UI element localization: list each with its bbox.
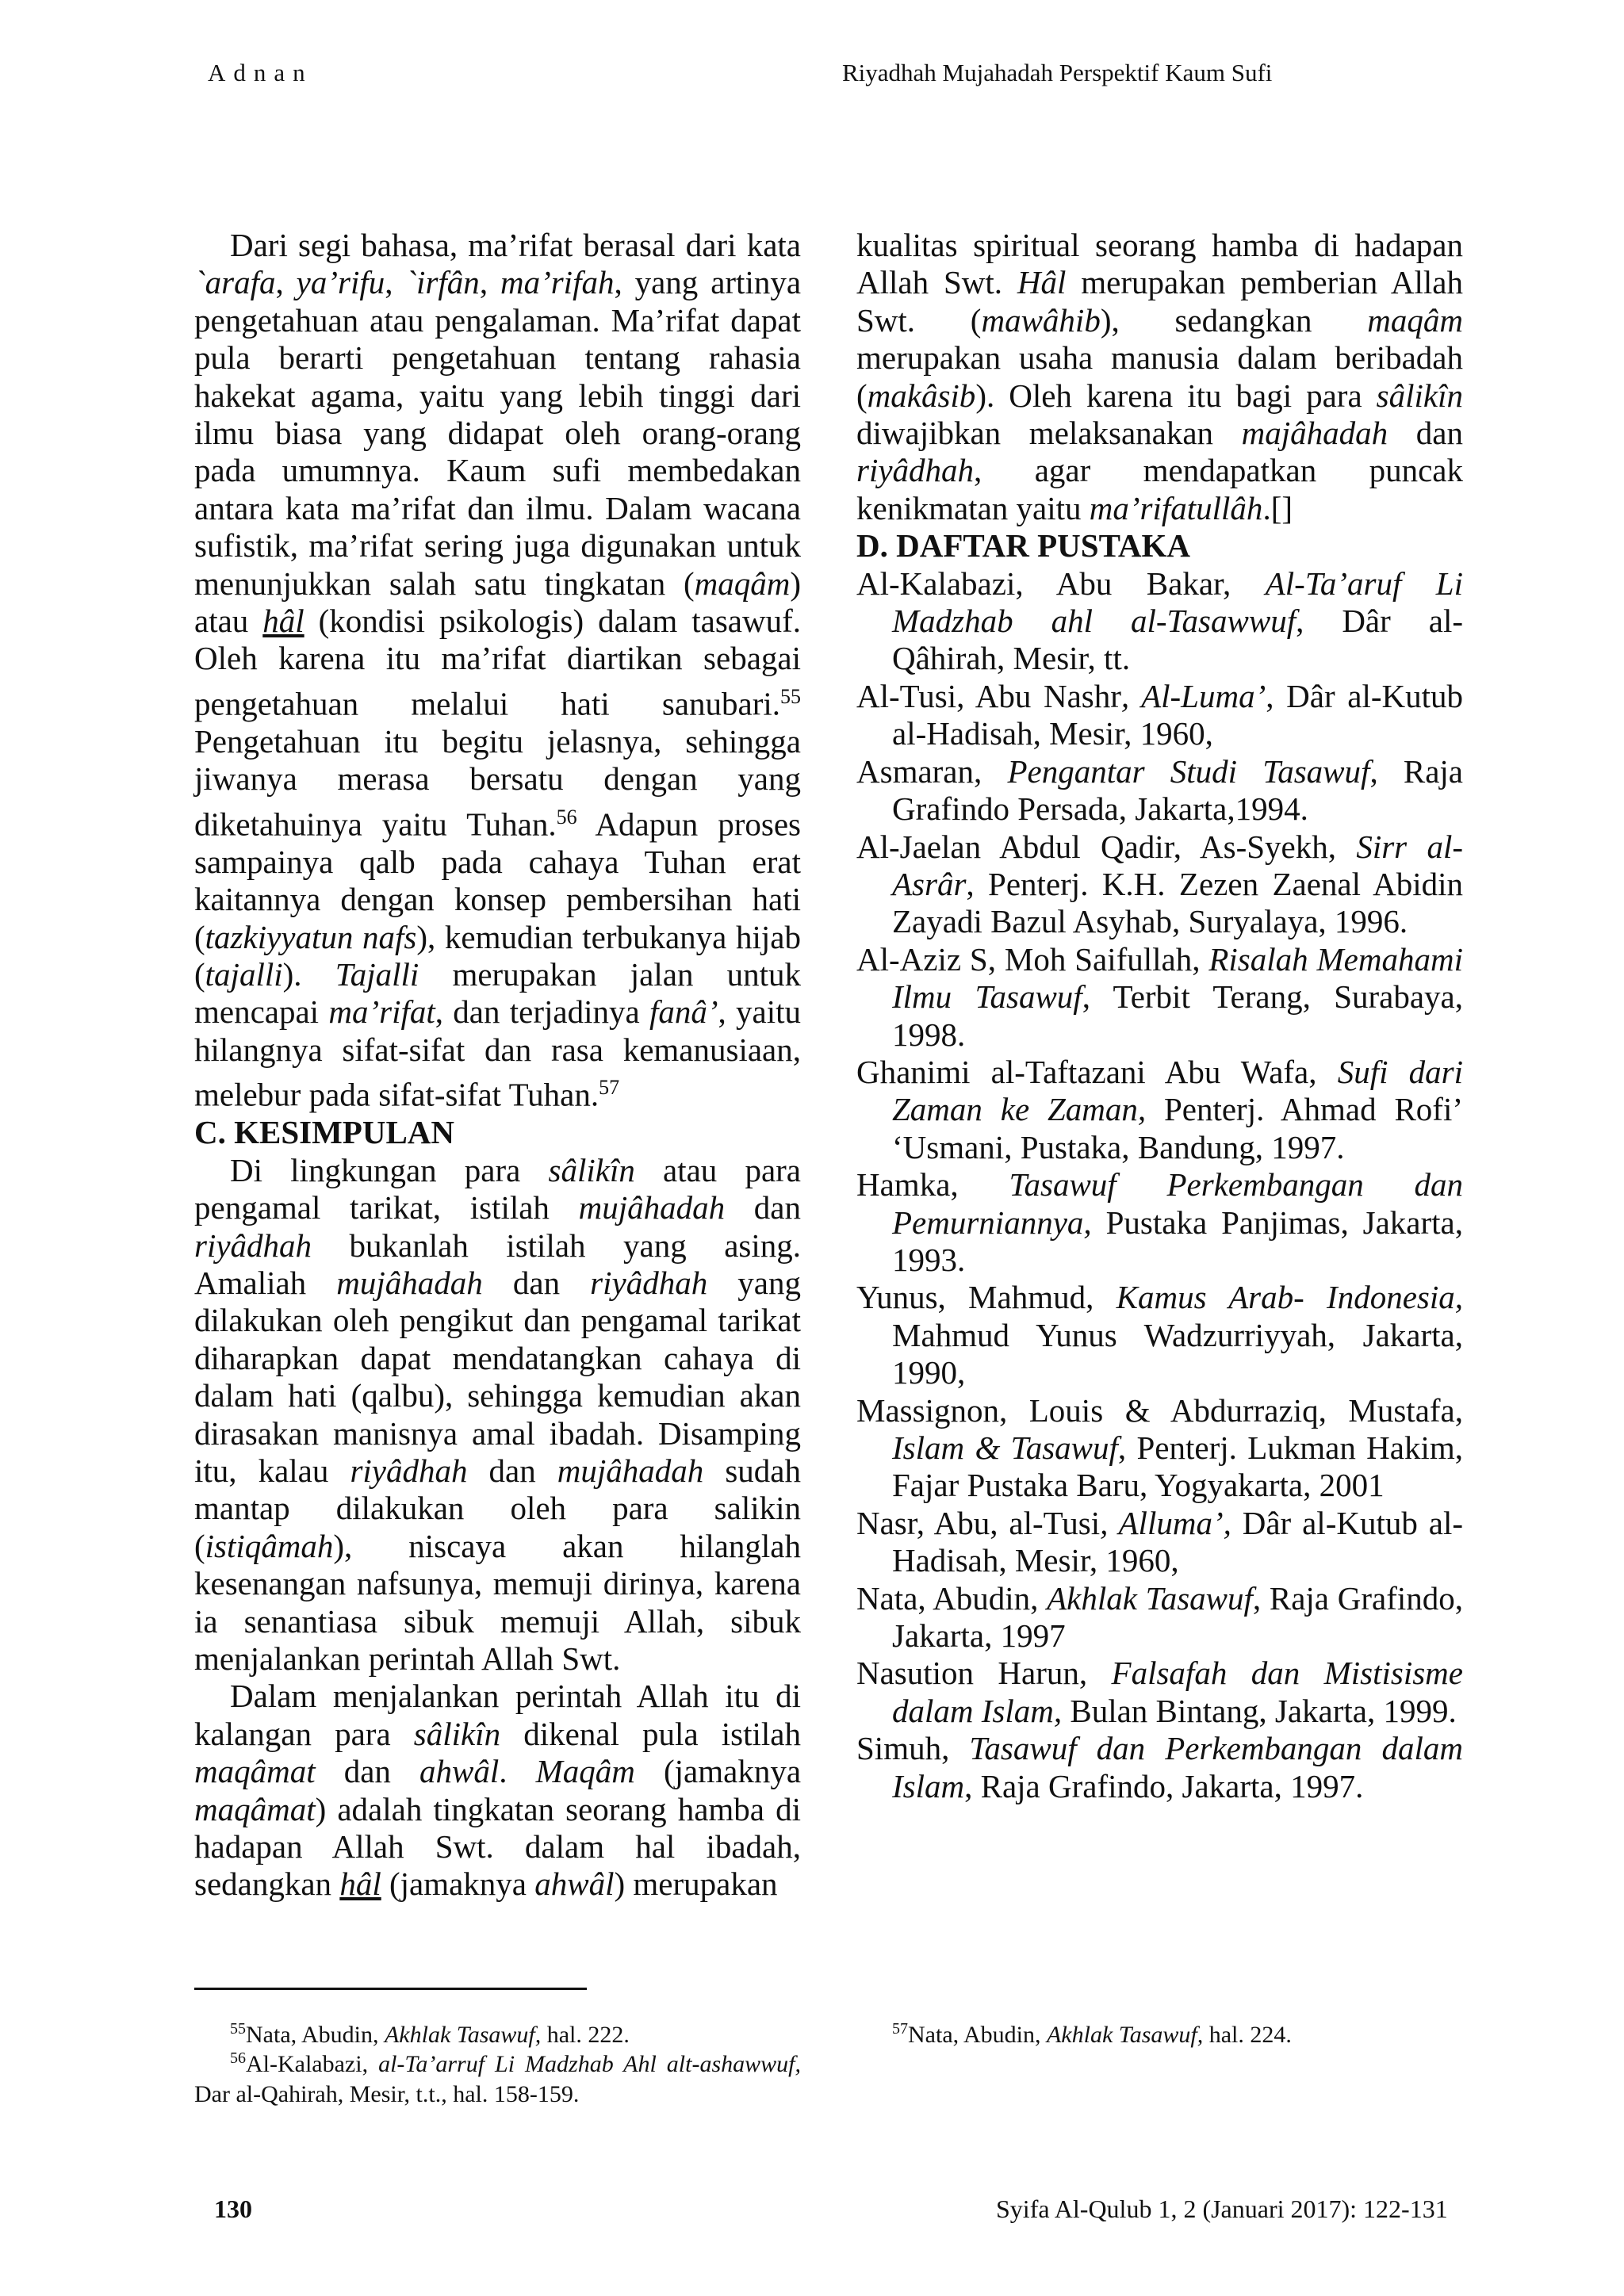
- italic-term: ahwâl: [419, 1753, 500, 1790]
- footnote-marker[interactable]: 56: [556, 805, 577, 828]
- italic-term: Tajalli: [335, 956, 419, 993]
- text-run: ) merupakan: [614, 1866, 778, 1903]
- text-run: , dan terjadinya: [435, 993, 649, 1031]
- text-run: , agar mendapatkan puncak kenikmatan yaitu: [856, 452, 1463, 526]
- text-run: Yunus, Mahmud,: [856, 1279, 1116, 1316]
- reference-title: Al-Ta’aruf Li Madzhab ahl al-Tasawwuf: [892, 564, 1464, 640]
- text-run: , Dâr al-Kutub al-Hadisah, Mesir, 1960,: [892, 677, 1464, 752]
- text-run: yang dilakukan oleh pengikut dan pengamal tarikat diharapkan dapat mendatangkan cahaya di dalam hati (qalbu), sehingga kemudian akan dirasakan manisnya amal ibadah. Disamping itu, kalau: [194, 1264, 802, 1489]
- text-run: , Penterj. K.H. Zezen Zaenal Abidin Zayadi Bazul Asyhab, Suryalaya, 1996.: [892, 865, 1463, 940]
- text-run: merupakan usaha manusia dalam beribadah (: [856, 339, 1463, 414]
- italic-term: `arafa: [194, 264, 276, 301]
- italic-term: tajalli: [205, 956, 283, 993]
- text-run: Di lingkungan para: [230, 1151, 549, 1188]
- reference-item: [856, 1580, 1463, 1655]
- reference-item: [856, 828, 1463, 941]
- text-run: Dar al-Qahirah, Mesir, t.t., hal. 158-159.: [194, 2081, 580, 2107]
- italic-term: ma’rifat: [328, 993, 435, 1031]
- text-run: Asmaran,: [856, 752, 1008, 790]
- reference-item: [856, 1655, 1463, 1730]
- italic-term: `irfân: [405, 264, 480, 301]
- text-run: Al-Tusi, Abu Nashr: [856, 677, 1121, 714]
- reference-item: [856, 565, 1463, 678]
- footnote-title: al-Ta’arruf Li Madzhab Ahl alt-ashawwuf,: [378, 2051, 801, 2077]
- reference-item: [856, 1505, 1463, 1580]
- reference-title: , Alluma’,: [1100, 1504, 1231, 1541]
- italic-term: mujâhadah: [336, 1264, 483, 1301]
- footnote-title: Akhlak Tasawuf,: [1046, 2022, 1204, 2048]
- text-run: (jamaknya: [634, 1753, 802, 1790]
- text-run: diwajibkan melaksanakan: [856, 415, 1242, 452]
- italic-term: majâhadah: [1241, 415, 1388, 452]
- italic-term: riyâdhah: [590, 1264, 708, 1301]
- text-run: ), kemudian terbukanya hijab (: [194, 918, 801, 993]
- italic-term: sâlikîn: [1376, 377, 1463, 414]
- right-column: [856, 227, 1463, 1805]
- text-run: ,: [479, 264, 500, 301]
- italic-term: ahwâl: [534, 1866, 615, 1903]
- text-run: Bulan Bintang, Jakarta, 1999.: [1062, 1692, 1457, 1729]
- text-run: , Terbit Terang, Surabaya, 1998.: [892, 978, 1463, 1053]
- text-run: dan: [1388, 415, 1463, 452]
- italic-term: fanâ’: [649, 993, 718, 1031]
- italic-term: ma’rifah: [500, 264, 615, 301]
- text-run: Dâr al-Kutub al-Hadisah, Mesir, 1960,: [892, 1504, 1463, 1579]
- section-heading-kesimpulan: C. KESIMPULAN: [194, 1114, 455, 1151]
- text-run: Dari segi bahasa, ma’rifat berasal dari kata: [230, 227, 801, 263]
- page-number: 130: [214, 2195, 252, 2223]
- text-run: sudah mantap dilakukan oleh para salikin (: [194, 1452, 802, 1564]
- footnote-56: [194, 2043, 801, 2110]
- italic-term: hâl: [262, 603, 304, 640]
- left-column: [194, 227, 801, 1904]
- text-run: dan: [725, 1189, 801, 1226]
- text-run: Hamka,: [856, 1166, 1009, 1203]
- text-run: dikenal pula istilah: [500, 1715, 801, 1752]
- text-run: (jamaknya: [381, 1866, 535, 1903]
- text-run: ), sedangkan: [1100, 301, 1368, 339]
- text-run: .: [499, 1753, 536, 1790]
- text-run: , Penterj. Lukman Hakim, Fajar Pustaka Baru, Yogyakarta, 2001: [892, 1429, 1464, 1504]
- reference-title: , Al-Luma’: [1120, 677, 1266, 714]
- reference-title: Tasawuf dan Perkembangan dalam Islam: [892, 1730, 1463, 1804]
- italic-term: ma’rifatullâh: [1089, 489, 1263, 526]
- italic-term: ya’rifu: [296, 264, 385, 301]
- italic-term: maqâmat: [194, 1753, 316, 1790]
- reference-item: [856, 941, 1463, 1054]
- text-run: ). Oleh karena itu bagi para: [975, 377, 1377, 414]
- text-run: Nasution Harun,: [856, 1655, 1112, 1692]
- text-run: Al-Kalabazi, Abu Bakar,: [856, 564, 1266, 602]
- text-run: Adapun proses sampainya qalb pada cahaya Tuhan erat kaitannya dengan konsep pembersihan hati (: [194, 806, 801, 955]
- italic-term: Hâl: [1017, 264, 1067, 301]
- footnote-marker[interactable]: 55: [780, 684, 801, 708]
- text-run: hal. 222.: [541, 2022, 630, 2048]
- italic-term: sâlikîn: [413, 1715, 501, 1752]
- italic-term: mujâhadah: [578, 1189, 726, 1226]
- text-run: Mahmud Yunus Wadzurriyyah, Jakarta, 1990,: [892, 1316, 1463, 1391]
- text-run: hal. 224.: [1203, 2022, 1292, 2048]
- text-run: Penterj. Ahmad Rofi’ ‘Usmani, Pustaka, Bandung, 1997.: [892, 1091, 1463, 1165]
- footnote-marker[interactable]: 57: [599, 1076, 620, 1100]
- text-run: kualitas spiritual seorang hamba di hadapan Allah Swt.: [856, 227, 1463, 301]
- reference-item: [856, 1392, 1463, 1505]
- italic-term: sâlikîn: [548, 1151, 635, 1188]
- reference-title: Falsafah dan Mistisisme dalam Islam,: [892, 1655, 1463, 1729]
- text-run: ,: [275, 264, 297, 301]
- italic-term: Maqâm: [535, 1753, 635, 1790]
- paragraph-kesimpulan-2: [194, 1678, 801, 1903]
- text-run: Ghanimi al-Taftazani Abu Wafa,: [856, 1053, 1338, 1090]
- text-run: ).: [282, 956, 335, 993]
- text-run: , Dâr al- Qâhirah, Mesir, tt.: [892, 603, 1464, 677]
- text-run: (kondisi psikologis) dalam tasawuf. Oleh karena itu ma’rifat diartikan sebagai pengetahuan melalui hati sanubari.: [194, 603, 801, 722]
- paragraph-marifat: [194, 227, 801, 1114]
- reference-item: [856, 1166, 1463, 1279]
- reference-item: [856, 678, 1463, 753]
- reference-title: Pengantar Studi Tasawuf: [1007, 752, 1370, 790]
- text-run: Nata, Abudin,: [908, 2022, 1047, 2048]
- text-run: , Raja Grafindo, Jakarta, 1997.: [964, 1767, 1364, 1804]
- text-run: dan: [467, 1452, 557, 1489]
- text-run: bukanlah istilah yang asing. Amaliah: [194, 1226, 801, 1301]
- text-run: Nata, Abudin,: [246, 2022, 385, 2048]
- reference-item: [856, 1054, 1463, 1166]
- text-run: Simuh,: [856, 1730, 970, 1767]
- reference-title: Risalah Memahami Ilmu Tasawuf: [892, 940, 1463, 1016]
- running-header-title: Riyadhah Mujahadah Perspektif Kaum Sufi: [842, 59, 1273, 86]
- reference-title: Akhlak Tasawuf: [1047, 1579, 1253, 1617]
- section-heading-daftar-pustaka: D. DAFTAR PUSTAKA: [856, 527, 1191, 564]
- text-run: Pustaka Panjimas, Jakarta, 1993.: [892, 1203, 1463, 1278]
- text-run: dan: [315, 1753, 420, 1790]
- italic-term: istiqâmah: [205, 1527, 334, 1564]
- text-run: Al-Aziz S, Moh Saifullah,: [856, 940, 1209, 978]
- text-run: Massignon, Louis & Abdurraziq, Mustafa,: [856, 1391, 1463, 1429]
- text-run: Al-Jaelan Abdul Qadir, As-Syekh,: [856, 828, 1357, 865]
- footnote-title: Akhlak Tasawuf,: [384, 2022, 542, 2048]
- reference-item: [856, 1279, 1463, 1391]
- italic-term: makâsib: [867, 377, 976, 414]
- text-run: ) adalah tingkatan seorang hamba di hadapan Allah Swt. dalam hal ibadah, sedangkan: [194, 1790, 801, 1903]
- footnote-57: [856, 2014, 1463, 2050]
- text-run: Al-Kalabazi,: [246, 2051, 379, 2077]
- italic-term: maqâm: [694, 564, 791, 602]
- italic-term: maqâm: [1367, 301, 1463, 339]
- text-run: merupakan pemberian Allah Swt. (: [856, 264, 1463, 339]
- running-header-author: Adnan: [208, 59, 313, 86]
- reference-title: Sirr al-Asrâr: [892, 828, 1463, 902]
- italic-term: hâl: [339, 1866, 381, 1903]
- text-run: dan: [482, 1264, 591, 1301]
- reference-item: [856, 753, 1463, 828]
- italic-term: riyâdhah: [350, 1452, 468, 1489]
- text-run: atau para pengamal tarikat, istilah: [194, 1151, 801, 1226]
- reference-item: [856, 1730, 1463, 1805]
- text-run: ), niscaya akan hilanglah kesenangan nafsunya, memuji dirinya, karena ia senantiasa sibuk memuji Allah, sibuk menjalankan perintah Allah Swt.: [194, 1527, 801, 1677]
- reference-title: Kamus Arab- Indonesia,: [1116, 1279, 1463, 1316]
- reference-title: Sufi dari Zaman ke Zaman,: [892, 1053, 1463, 1128]
- footnote-number: 55: [230, 2020, 246, 2038]
- text-run: , yang artinya pengetahuan atau pengalaman. Ma’rifat dapat pula berarti pengetahuan tentang rahasia hakekat agama, yaitu yang lebih tinggi dari ilmu biasa yang didapat oleh orang-orang pada umumnya. Kaum sufi membedakan antara kata ma’rifat dan ilmu. Dalam wacana sufistik, ma’rifat sering juga digunakan untuk menunjukkan salah satu tingkatan (: [194, 264, 802, 602]
- paragraph-continuation: [856, 227, 1463, 527]
- reference-title: Tasawuf Perkembangan dan Pemurniannya,: [892, 1166, 1463, 1241]
- italic-term: maqâmat: [194, 1790, 316, 1827]
- italic-term: mawâhib: [981, 301, 1101, 339]
- text-run: .[]: [1262, 489, 1293, 526]
- reference-list: [856, 565, 1463, 1805]
- text-run: , Raja Grafindo Persada, Jakarta,1994.: [892, 752, 1464, 828]
- text-run: merupakan jalan untuk mencapai: [194, 956, 801, 1031]
- text-run: , Raja Grafindo, Jakarta, 1997: [892, 1579, 1463, 1655]
- text-run: Nata, Abudin,: [856, 1579, 1048, 1617]
- text-run: ) atau: [194, 564, 801, 640]
- paragraph-kesimpulan-1: [194, 1152, 801, 1678]
- text-run: ,: [385, 264, 406, 301]
- footnote-number: 56: [230, 2049, 246, 2067]
- journal-citation: Syifa Al-Qulub 1, 2 (Januari 2017): 122-131: [996, 2195, 1448, 2223]
- italic-term: mujâhadah: [557, 1452, 704, 1489]
- footnote-number: 57: [892, 2020, 908, 2038]
- italic-term: tazkiyyatun nafs: [205, 918, 417, 955]
- footnote-divider: [194, 1988, 587, 1990]
- text-run: Pengetahuan itu begitu jelasnya, sehingga jiwanya merasa bersatu dengan yang diketahuinya yaitu Tuhan.: [194, 722, 801, 843]
- text-run: Dalam menjalankan perintah Allah itu di kalangan para: [194, 1678, 801, 1752]
- text-run: , yaitu hilangnya sifat-sifat dan rasa kemanusiaan, melebur pada sifat-sifat Tuhan.: [194, 993, 802, 1113]
- italic-term: riyâdhah: [856, 452, 975, 489]
- text-run: Nasr, Abu, al-Tusi: [856, 1504, 1101, 1541]
- italic-term: riyâdhah: [194, 1226, 312, 1264]
- reference-title: Islam & Tasawuf: [892, 1429, 1118, 1466]
